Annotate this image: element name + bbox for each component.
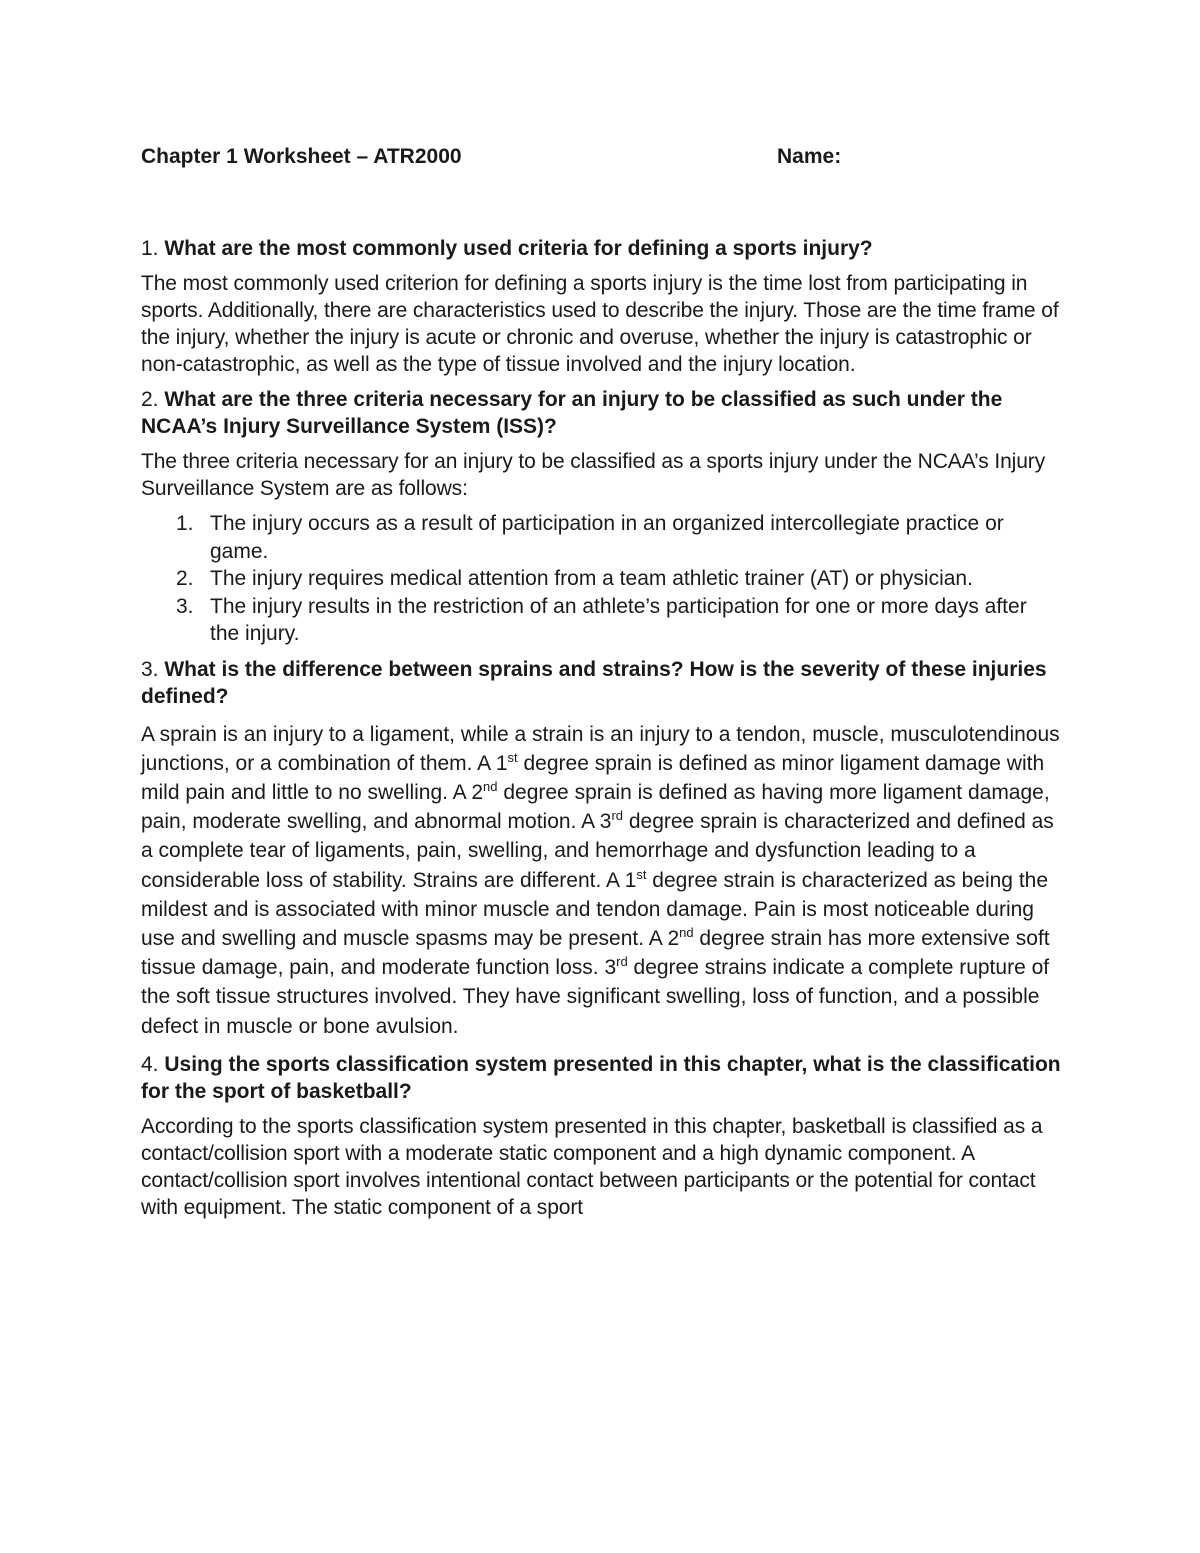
criteria-list bbox=[141, 510, 1061, 648]
list-item-text: The injury results in the restriction of an athlete’s participation for one or more days after the injury. bbox=[210, 594, 1027, 645]
answer-1: The most commonly used criterion for defining a sports injury is the time lost from participating in sports. Additionally, there are characteristics used to describe the injury. Those are the time frame of the injury, whether the injury is acute or chronic and overuse, whether the injury is catastrophic or non-catastrophic, as well as the type of tissue involved and the injury location. bbox=[141, 272, 1059, 376]
ordinal-suffix: nd bbox=[679, 924, 694, 940]
list-item-marker: 1. bbox=[176, 512, 194, 535]
ordinal-suffix: st bbox=[507, 749, 518, 765]
answer-3-text: degree sprain is defined as having more ligament damage, pain, moderate swelling, and abnormal motion. A 3 bbox=[141, 780, 1050, 834]
question-3 bbox=[141, 656, 1061, 710]
question-2-text: What are the three criteria necessary for an injury to be classified as such under the NCAA’s Injury Surveillance System (ISS)? bbox=[141, 388, 1003, 438]
question-3-number: 3. bbox=[141, 657, 159, 681]
list-item-marker: 3. bbox=[176, 594, 194, 618]
answer-3-text: A sprain is an injury to a ligament, while a strain is an injury to a tendon, muscle, musculotendinous junctions, or a combination of them. A 1 bbox=[141, 722, 1060, 775]
answer-2-intro: The three criteria necessary for an injury to be classified as a sports injury under the NCAA’s Injury Surveillance System are as follows: bbox=[141, 450, 1046, 500]
answer-3 bbox=[141, 720, 1061, 1041]
question-1-number: 1. bbox=[141, 237, 159, 260]
question-2 bbox=[141, 386, 1061, 440]
question-4-number: 4. bbox=[141, 1052, 159, 1076]
worksheet-title: Chapter 1 Worksheet – ATR2000 bbox=[141, 145, 462, 168]
question-3-text: What is the difference between sprains and strains? How is the severity of these injuries defined? bbox=[141, 657, 1047, 708]
ordinal-suffix: rd bbox=[616, 954, 628, 970]
question-4-text: Using the sports classification system presented in this chapter, what is the classification for the sport of basketball? bbox=[141, 1052, 1061, 1103]
question-4 bbox=[141, 1051, 1061, 1105]
ordinal-suffix: rd bbox=[611, 808, 624, 824]
list-item bbox=[141, 593, 1061, 648]
question-1 bbox=[141, 235, 1061, 262]
answer-3-text: degree sprain is defined as minor ligament damage with mild pain and little to no swelling. A 2 bbox=[141, 751, 1045, 804]
answer-4: According to the sports classification system presented in this chapter, basketball is classified as a contact/collision sport with a moderate static component and a high dynamic component. A contact/collision sport involves intentional contact between participants or the potential for contact with equipment. The static component of a sport bbox=[141, 1114, 1043, 1219]
answer-3-text: degree sprain is characterized and defined as a complete tear of ligaments, pain, swelling, and hemorrhage and dysfunction leading to a considerable loss of stability. Strains are different. A 1 bbox=[141, 810, 1054, 892]
list-item-text: The injury occurs as a result of participation in an organized intercollegiate practice or game. bbox=[210, 512, 1004, 563]
list-item bbox=[141, 565, 1061, 593]
answer-3-text: degree strains indicate a complete rupture of the soft tissue structures involved. They have significant swelling, loss of function, and a possible defect in muscle or bone avulsion. bbox=[141, 956, 1050, 1038]
ordinal-suffix: st bbox=[636, 866, 647, 882]
worksheet-page bbox=[141, 141, 1061, 1229]
list-item bbox=[141, 510, 1061, 565]
question-1-text: What are the most commonly used criteria for defining a sports injury? bbox=[158, 237, 873, 260]
question-2-number: 2. bbox=[141, 388, 159, 411]
name-label: Name: bbox=[777, 145, 842, 168]
ordinal-suffix: nd bbox=[483, 778, 498, 794]
answer-3-text: degree strain is characterized as being the mildest and is associated with minor muscle and tendon damage. Pain is most noticeable during use and swelling and muscle spasms may be present. A 2 bbox=[141, 868, 1049, 950]
answer-3-text: degree strain has more extensive soft tissue damage, pain, and moderate function loss. 3 bbox=[141, 926, 1050, 980]
list-item-text: The injury requires medical attention from a team athletic trainer (AT) or physician. bbox=[210, 567, 973, 590]
worksheet-header bbox=[141, 141, 1061, 173]
list-item-marker: 2. bbox=[176, 567, 194, 590]
